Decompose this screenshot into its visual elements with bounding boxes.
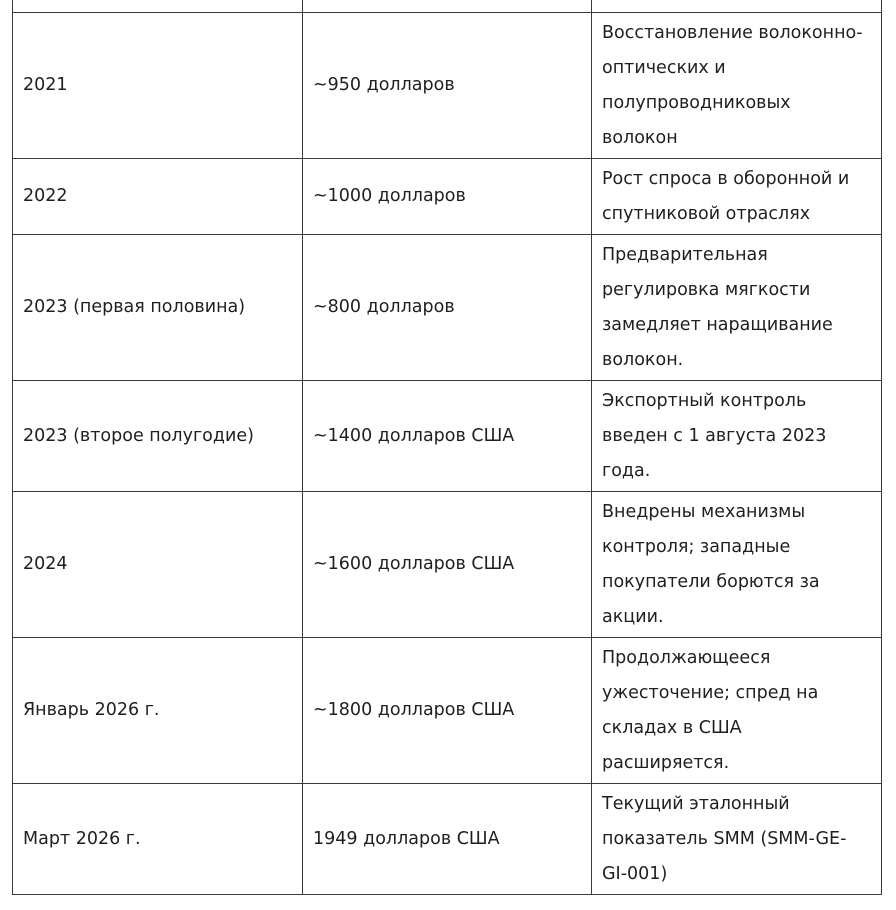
note-cell: Предварительная регулировка мягкости замедляет наращивание волокон. bbox=[592, 235, 882, 381]
table-row bbox=[13, 13, 882, 159]
note-cell: Рост спроса в оборонной и спутниковой отраслях bbox=[592, 159, 882, 235]
price-cell: ~1400 долларов США bbox=[303, 381, 592, 492]
price-cell: ~1600 долларов США bbox=[303, 492, 592, 638]
period-cell: 2021 bbox=[13, 13, 303, 159]
price-history-table-container bbox=[12, 0, 881, 895]
period-cell bbox=[13, 0, 303, 13]
price-cell bbox=[303, 0, 592, 13]
price-cell: ~950 долларов bbox=[303, 13, 592, 159]
note-cell: Экспортный контроль введен с 1 августа 2023 года. bbox=[592, 381, 882, 492]
note-cell: Внедрены механизмы контроля; западные покупатели борются за акции. bbox=[592, 492, 882, 638]
table-row bbox=[13, 0, 882, 13]
table-row bbox=[13, 492, 882, 638]
note-cell: Текущий эталонный показатель SMM (SMM-GE-GI-001) bbox=[592, 784, 882, 895]
period-cell: 2023 (первая половина) bbox=[13, 235, 303, 381]
period-cell: Март 2026 г. bbox=[13, 784, 303, 895]
table-row bbox=[13, 638, 882, 784]
table-row bbox=[13, 381, 882, 492]
period-cell: 2024 bbox=[13, 492, 303, 638]
price-history-table bbox=[12, 0, 882, 895]
note-cell bbox=[592, 0, 882, 13]
period-cell: 2023 (второе полугодие) bbox=[13, 381, 303, 492]
period-cell: Январь 2026 г. bbox=[13, 638, 303, 784]
price-cell: ~800 долларов bbox=[303, 235, 592, 381]
table-row bbox=[13, 235, 882, 381]
price-cell: ~1800 долларов США bbox=[303, 638, 592, 784]
table-row bbox=[13, 159, 882, 235]
price-cell: ~1000 долларов bbox=[303, 159, 592, 235]
period-cell: 2022 bbox=[13, 159, 303, 235]
price-cell: 1949 долларов США bbox=[303, 784, 592, 895]
table-row bbox=[13, 784, 882, 895]
note-cell: Продолжающееся ужесточение; спред на складах в США расширяется. bbox=[592, 638, 882, 784]
note-cell: Восстановление волоконно-оптических и полупроводниковых волокон bbox=[592, 13, 882, 159]
